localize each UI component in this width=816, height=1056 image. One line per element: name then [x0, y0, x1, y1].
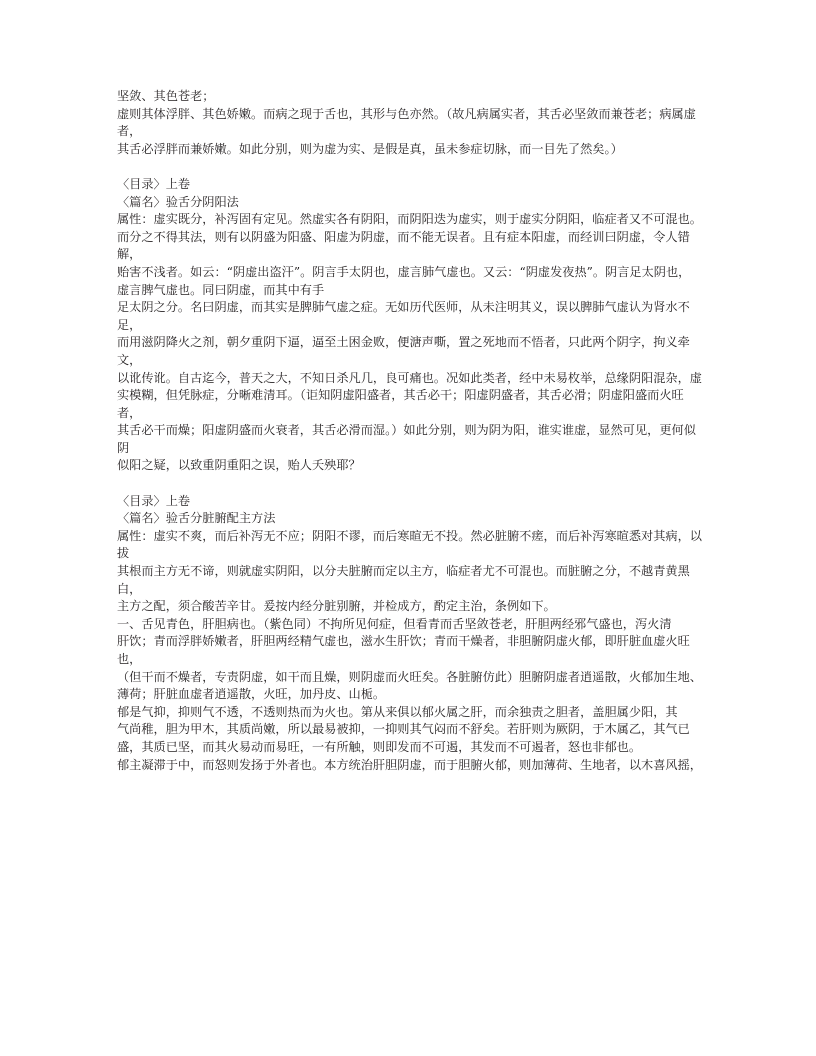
section-title-heading: 〈篇名〉验舌分脏腑配主方法 [117, 511, 276, 526]
section-title-heading: 〈篇名〉验舌分阴阳法 [117, 194, 239, 209]
text-line: 气尚稚，胆为甲木，其质尚嫩，所以最易被抑，一抑则其气闷而不舒矣。若肝则为厥阴，于木属乙，其气已盛，其质已坚，而其火易动而易旺，一有所触，则即发而不可遏，其发而不可遏者，怒也非郁也。 [117, 722, 690, 754]
text-line: 贻害不浅者。如云：“阴虚出盗汗”。阴言手太阴也，虚言肺气虚也。又云：“阴虚发夜热”。阴言足太阴也， [117, 264, 691, 279]
text-line: 坚敛、其色苍老； [117, 89, 215, 103]
paragraph-block [117, 176, 703, 475]
paragraph-block [117, 88, 703, 158]
text-line: 郁主凝滞于中，而怒则发扬于外者也。本方统治肝胆阴虚，而于胆腑火郁，则加薄荷、生地者，以木喜风摇， [117, 757, 702, 772]
catalog-heading: 〈目录〉上卷 [117, 176, 191, 191]
text-line: 似阳之疑，以致重阴重阳之误，贻人夭殃耶？ [117, 458, 361, 473]
text-line: 足太阴之分。名曰阴虚，而其实是脾肺气虚之症。无如历代医师，从未注明其义，误以脾肺气虚认为肾水不足， [117, 300, 690, 332]
text-line: 实模糊，但凭脉症，分晰难清耳。（讵知阴虚阳盛者，其舌必干；阳虚阴盛者，其舌必滑；阴虚阳盛而火旺者， [117, 388, 684, 420]
catalog-heading: 〈目录〉上卷 [117, 493, 191, 508]
text-line: 其根而主方无不谛，则就虚实阴阳，以分夫脏腑而定以主方，临症者尤不可混也。而脏腑之分，不越青黄黑白， [117, 564, 690, 596]
text-line: 而用滋阴降火之剂，朝夕重阴下逼，逼至土困金败，便溏声嘶，置之死地而不悟者，只此两个阴字，拘义牵文， [117, 335, 690, 367]
text-line: 以讹传讹。自古迄今，普天之大，不知日杀凡几，良可痛也。况如此类者，经中未易枚举，总缘阴阳混杂，虚 [117, 370, 702, 385]
text-line: 虚言脾气虚也。同曰阴虚，而其中有手 [117, 282, 325, 297]
text-line: 而分之不得其法，则有以阴盛为阳盛、阳虚为阴虚，而不能无误者。且有症本阳虚，而经训曰阴虚，令人错解， [117, 229, 690, 262]
paragraph-spacer [117, 158, 703, 176]
paragraph-block [117, 493, 703, 775]
text-line: 属性：虚实既分，补泻固有定见。然虚实各有阴阳，而阴阳迭为虚实，则于虚实分阴阳，临症者又不可混也。 [117, 212, 702, 227]
text-line: 郁是气抑，抑则气不透，不透则热而为火也。第从来俱以郁火属之肝，而余独责之胆者，盖胆属少阳，其 [117, 704, 678, 719]
text-line: 主方之配，须合酸苦辛甘。爰按内经分脏别腑，并检成方，酌定主治，条例如下。 [117, 599, 556, 614]
paragraph-spacer [117, 475, 703, 493]
text-line: （但干而不燥者，专责阴虚，如干而且燥，则阴虚而火旺矣。各脏腑仿此）胆腑阴虚者逍遥散，火郁加生地、 [117, 669, 702, 684]
text-line: 属性：虚实不爽，而后补泻无不应；阴阳不谬，而后寒暄无不投。然必脏腑不瘥，而后补泻寒暄悉对其病，以拔 [117, 528, 702, 561]
text-line: 其舌必浮胖而兼娇嫩。如此分别，则为虚为实、是假是真，虽未参症切脉，而一目先了然矣。） [117, 141, 623, 156]
text-line: 一、舌见青色，肝胆病也。（紫色同）不拘所见何症，但看青而舌坚敛苍老，肝胆两经邪气盛也，泻火清 [117, 616, 672, 631]
text-line: 虚则其体浮胖、其色娇嫩。而病之现于舌也，其形与色亦然。（故凡病属实者，其舌必坚敛而兼苍老；病属虚者， [117, 106, 696, 139]
text-line: 肝饮；青而浮胖娇嫩者，肝胆两经精气虚也，滋水生肝饮；青而干燥者，非胆腑阴虚火郁，即肝脏血虚火旺也， [117, 634, 690, 666]
text-line: 其舌必干而燥；阳虚阴盛而火衰者，其舌必滑而湿。）如此分别，则为阴为阳，谁实谁虚，显然可见，更何似阴 [117, 423, 696, 455]
text-line: 薄荷；肝脏血虚者逍遥散，火旺，加丹皮、山栀。 [117, 687, 386, 702]
document-text-body [117, 88, 703, 774]
